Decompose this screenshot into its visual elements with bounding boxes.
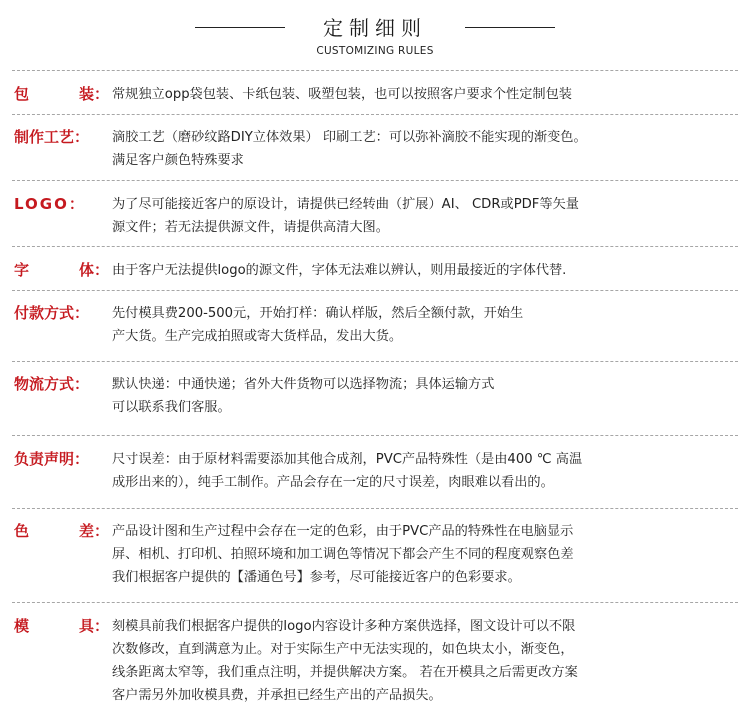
rule-content xyxy=(112,615,740,707)
divider xyxy=(12,246,738,247)
page-header xyxy=(0,0,750,70)
title-line-right xyxy=(465,27,555,28)
divider xyxy=(12,508,738,509)
rule-label-text: 负责声明 xyxy=(14,450,75,468)
rule-line: 产品设计图和生产过程中会存在一定的色彩，由于PVC产品的特殊性在电脑显示 xyxy=(112,524,574,539)
rule-label xyxy=(14,520,109,541)
label-char: 模 xyxy=(14,617,30,635)
rule-label: LOGO： xyxy=(14,195,86,213)
rule-label: 负责声明： xyxy=(14,450,90,468)
label-char: 字 xyxy=(14,261,30,279)
rule-label-text: 付款方式 xyxy=(14,304,75,322)
rule-label-text: 物流方式 xyxy=(14,375,75,393)
divider xyxy=(12,290,738,291)
rule-line: 我们根据客户提供的【潘通色号】参考，尽可能接近客户的色彩要求。 xyxy=(112,570,521,585)
rule-line: 刻模具前我们根据客户提供的logo内容设计多种方案供选择，图文设计可以不限 xyxy=(112,619,576,634)
rule-content xyxy=(112,83,740,106)
label-char: 色 xyxy=(14,522,30,540)
rule-label-text: LOGO xyxy=(14,195,69,213)
rule-line: 产大货。生产完成拍照或寄大货样品，发出大货。 xyxy=(112,329,403,344)
rule-content xyxy=(112,373,740,419)
label-char: 体： xyxy=(78,261,109,279)
rule-label-text: 制作工艺 xyxy=(14,128,75,146)
rule-line: 客户需另外加收模具费，并承担已经生产出的产品损失。 xyxy=(112,688,442,703)
label-char: 装： xyxy=(78,85,109,103)
rule-line: 由于客户无法提供logo的源文件，字体无法难以辨认，则用最接近的字体代替. xyxy=(112,263,567,278)
rule-line: 线条距离太窄等，我们重点注明，并提供解决方案。 若在开模具之后需更改方案 xyxy=(112,665,578,680)
rule-line: 先付模具费200-500元，开始打样：确认样版，然后全额付款，开始生 xyxy=(112,306,524,321)
rule-line: 满足客户颜色特殊要求 xyxy=(112,153,244,168)
rule-line: 为了尽可能接近客户的原设计，请提供已经转曲（扩展）AI、 CDR或PDF等矢量 xyxy=(112,197,579,212)
rule-line: 次数修改，直到满意为止。对于实际生产中无法实现的，如色块太小，渐变色， xyxy=(112,642,574,657)
rule-label: 制作工艺： xyxy=(14,128,90,146)
rule-line: 屏、相机、打印机、拍照环境和加工调色等情况下都会产生不同的程度观察色差 xyxy=(112,547,574,562)
page-subtitle: CUSTOMIZING RULES xyxy=(316,45,434,57)
label-char: 包 xyxy=(14,85,30,103)
rule-line: 源文件；若无法提供源文件，请提供高清大图。 xyxy=(112,220,389,235)
rule-label xyxy=(14,259,109,280)
rule-content xyxy=(112,520,740,589)
label-char: 具： xyxy=(78,617,109,635)
rule-content xyxy=(112,126,740,172)
rule-line: 常规独立opp袋包装、卡纸包装、吸塑包装，也可以按照客户要求个性定制包装 xyxy=(112,87,572,102)
divider xyxy=(12,180,738,181)
rule-label xyxy=(14,615,109,636)
page-title: 定制细则 xyxy=(323,16,427,40)
divider xyxy=(12,435,738,436)
rule-label: 付款方式： xyxy=(14,304,90,322)
rule-content xyxy=(112,302,740,348)
rule-line: 可以联系我们客服。 xyxy=(112,400,231,415)
divider xyxy=(12,361,738,362)
divider xyxy=(12,602,738,603)
rule-content xyxy=(112,193,740,239)
rule-label: 物流方式： xyxy=(14,375,90,393)
label-char: 差： xyxy=(78,522,109,540)
rule-line: 默认快递：中通快递；省外大件货物可以选择物流；具体运输方式 xyxy=(112,377,495,392)
divider xyxy=(12,70,738,71)
rule-line: 尺寸误差：由于原材料需要添加其他合成剂，PVC产品特殊性（是由400 ℃ 高温 xyxy=(112,452,583,467)
rule-content xyxy=(112,259,740,282)
divider xyxy=(12,114,738,115)
rule-content xyxy=(112,448,740,494)
rule-line: 滴胶工艺（磨砂纹路DIY立体效果） 印刷工艺：可以弥补滴胶不能实现的渐变色。 xyxy=(112,130,587,145)
rule-label xyxy=(14,83,109,104)
rule-line: 成形出来的），纯手工制作。产品会存在一定的尺寸误差，肉眼难以看出的。 xyxy=(112,475,554,490)
